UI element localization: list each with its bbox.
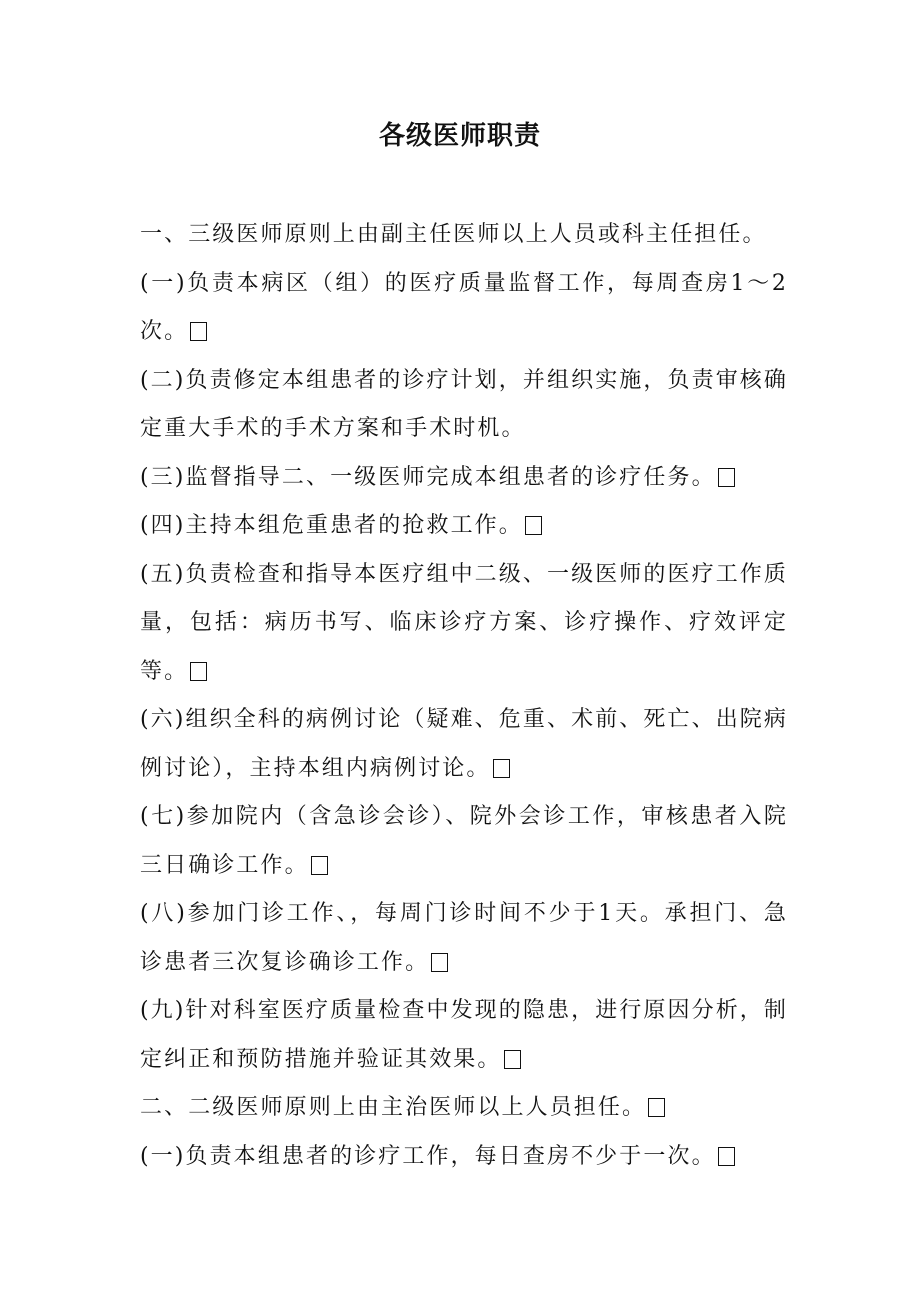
paragraph-item xyxy=(140,502,788,551)
checkbox-square-icon xyxy=(431,953,448,972)
paragraph-text: (七)参加院内（含急诊会诊）、院外会诊工作，审核患者入院三日确诊工作。 xyxy=(140,804,788,878)
document-body xyxy=(140,211,788,1181)
paragraph-text: (二)负责修定本组患者的诊疗计划，并组织实施，负责审核确定重大手术的手术方案和手术时机。 xyxy=(140,367,788,441)
paragraph-item xyxy=(140,987,788,1084)
paragraph-section-1 xyxy=(140,211,788,260)
paragraph-text: (一)负责本病区（组）的医疗质量监督工作，每周查房1～2次。 xyxy=(140,270,788,344)
paragraph-item xyxy=(140,890,788,987)
paragraph-item xyxy=(140,696,788,793)
paragraph-item xyxy=(140,454,788,503)
paragraph-text: (八)参加门诊工作、，每周门诊时间不少于1天。承担门、急诊患者三次复诊确诊工作。 xyxy=(140,901,788,975)
paragraph-item xyxy=(140,357,788,454)
paragraph-item xyxy=(140,793,788,890)
checkbox-square-icon xyxy=(648,1098,665,1117)
checkbox-square-icon xyxy=(504,1050,521,1069)
paragraph-text: (五)负责检查和指导本医疗组中二级、一级医师的医疗工作质量，包括：病历书写、临床诊疗方案、诊疗操作、疗效评定等。 xyxy=(140,561,788,684)
checkbox-square-icon xyxy=(190,662,207,681)
paragraph-text: (一)负责本组患者的诊疗工作，每日查房不少于一次。 xyxy=(140,1143,716,1169)
paragraph-text: 一、三级医师原则上由副主任医师以上人员或科主任担任。 xyxy=(140,222,767,247)
paragraph-section-2 xyxy=(140,1084,788,1133)
checkbox-square-icon xyxy=(311,856,328,875)
paragraph-text: (九)针对科室医疗质量检查中发现的隐患，进行原因分析，制定纠正和预防措施并验证其效果。 xyxy=(140,998,788,1072)
paragraph-text: 二、二级医师原则上由主治医师以上人员担任。 xyxy=(140,1095,647,1120)
paragraph-item xyxy=(140,260,788,357)
checkbox-square-icon xyxy=(525,516,542,535)
paragraph-text: (六)组织全科的病例讨论（疑难、危重、术前、死亡、出院病例讨论），主持本组内病例讨论。 xyxy=(140,707,788,781)
document-title: 各级医师职责 xyxy=(378,121,541,151)
paragraph-item xyxy=(140,551,788,697)
paragraph-text: (四)主持本组危重患者的抢救工作。 xyxy=(140,513,523,538)
checkbox-square-icon xyxy=(718,468,735,487)
checkbox-square-icon xyxy=(493,759,510,778)
paragraph-item xyxy=(140,1133,788,1182)
checkbox-square-icon xyxy=(190,322,207,341)
paragraph-text: (三)监督指导二、一级医师完成本组患者的诊疗任务。 xyxy=(140,464,716,490)
checkbox-square-icon xyxy=(718,1147,735,1166)
